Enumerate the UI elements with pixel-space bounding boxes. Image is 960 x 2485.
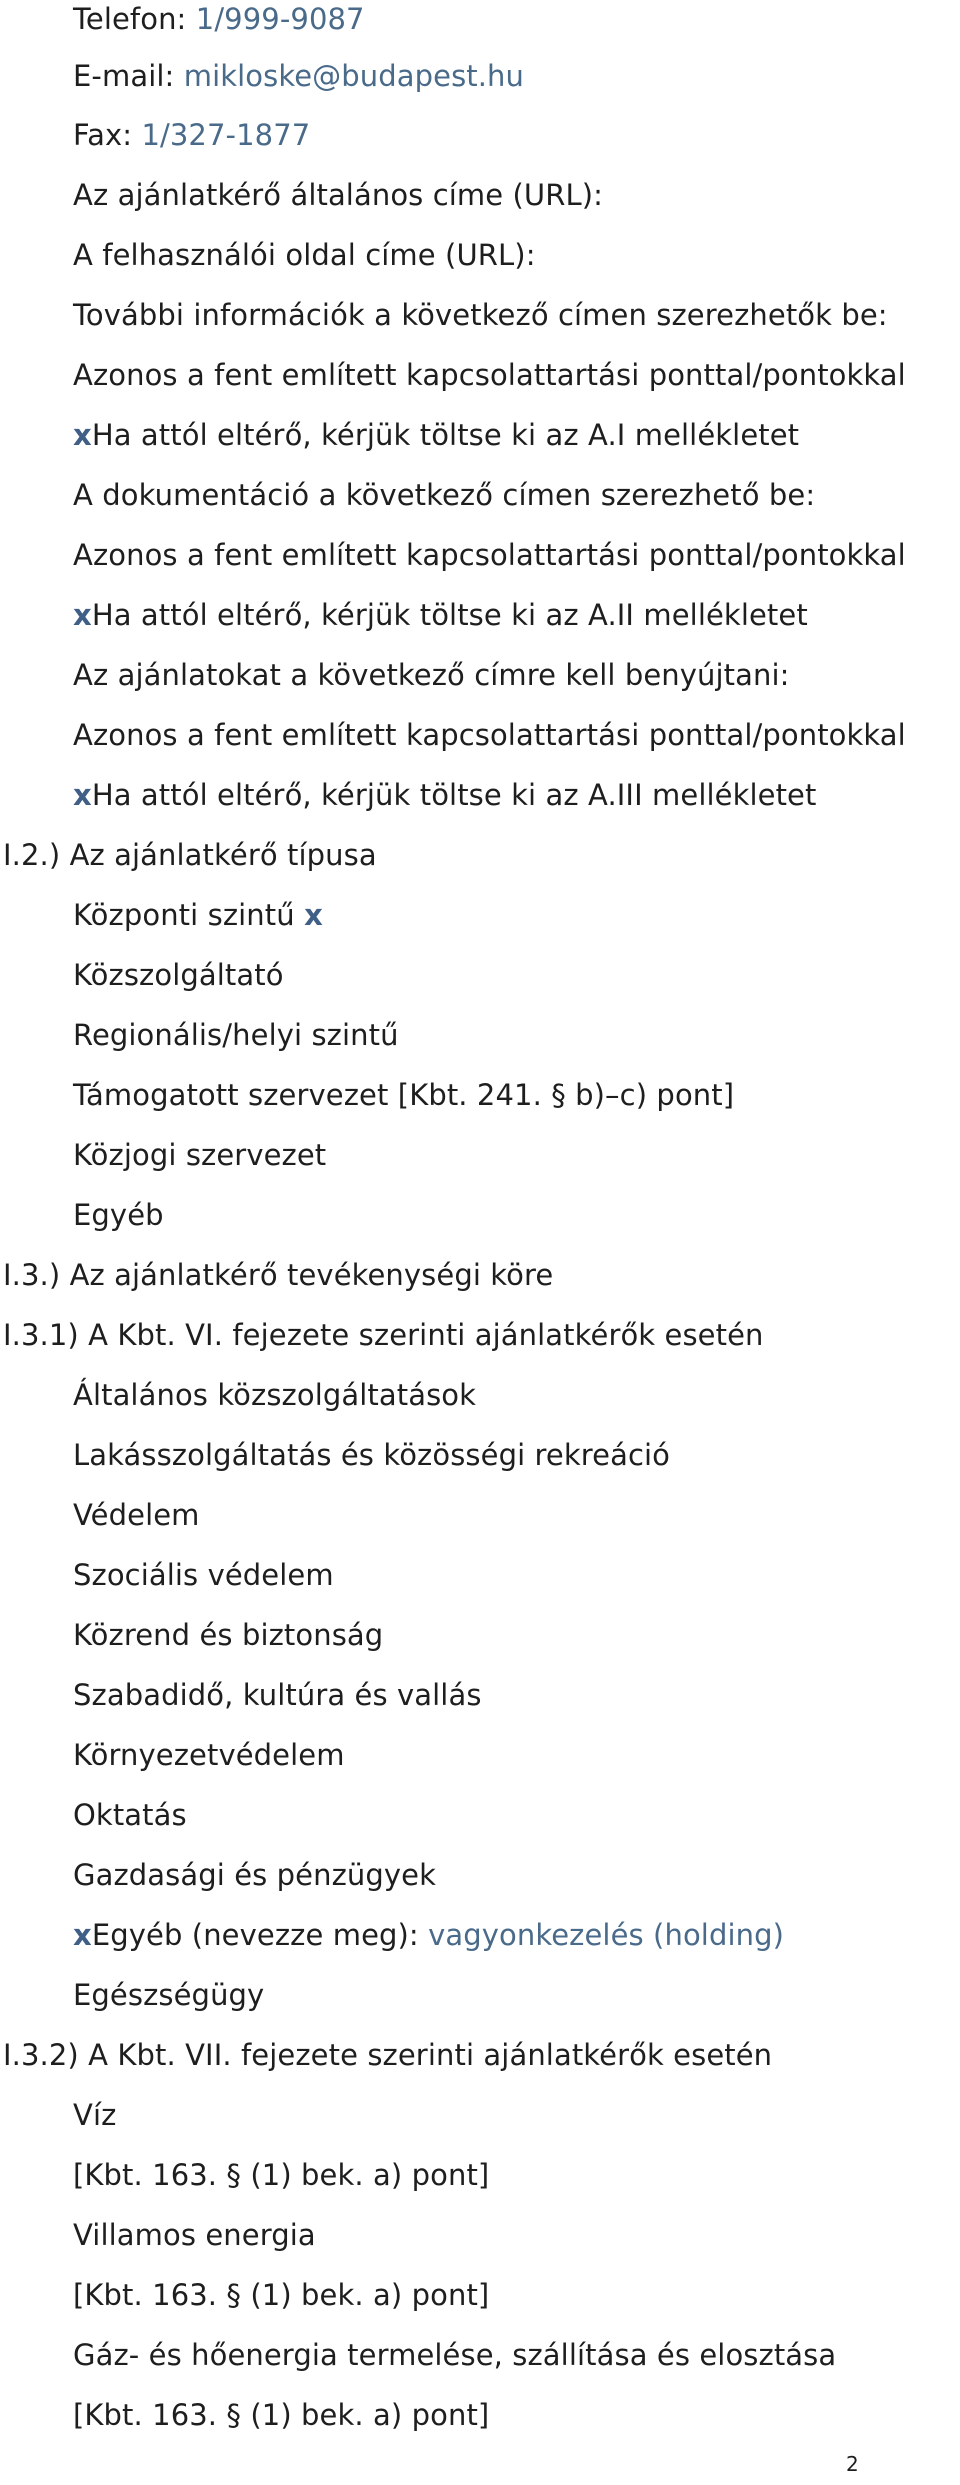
- otherwise-line-2: [73, 589, 808, 641]
- email-label: E-mail:: [73, 59, 175, 93]
- phone-label: Telefon:: [73, 2, 187, 36]
- checkbox-mark-2: x: [73, 598, 92, 632]
- otherwise-line-1: [73, 409, 799, 461]
- checkbox-mark-3: x: [73, 778, 92, 812]
- activity-item: Általános közszolgáltatások: [73, 1378, 477, 1412]
- buyer-profile-url-label: A felhasználói oldal címe (URL):: [73, 238, 536, 272]
- water-label: Víz: [73, 2098, 117, 2132]
- activity-item: Védelem: [73, 1498, 200, 1532]
- section-1-3-2-heading: I.3.2) A Kbt. VII. fejezete szerinti ajánlatkérők esetén: [3, 2038, 773, 2072]
- activity-item: Közrend és biztonság: [73, 1618, 384, 1652]
- email-value[interactable]: mikloske@budapest.hu: [183, 59, 525, 93]
- activity-item: Szociális védelem: [73, 1558, 334, 1592]
- otherwise-text-2: Ha attól eltérő, kérjük töltse ki az A.II mellékletet: [91, 598, 808, 632]
- section-1-3-heading: I.3.) Az ajánlatkérő tevékenységi köre: [3, 1258, 554, 1292]
- documentation-heading: A dokumentáció a következő címen szerezhető be:: [73, 478, 816, 512]
- activity-item: Oktatás: [73, 1798, 187, 1832]
- fax-label: Fax:: [73, 118, 133, 152]
- public-service-label: Közszolgáltató: [73, 958, 284, 992]
- further-info-heading: További információk a következő címen szerezhetők be:: [73, 298, 888, 332]
- central-label: Központi szintű: [73, 898, 295, 932]
- submission-heading: Az ajánlatokat a következő címre kell benyújtani:: [73, 658, 790, 692]
- fax-line: [73, 109, 310, 161]
- other-activity-label: Egyéb (nevezze meg):: [91, 1918, 419, 1952]
- checkbox-mark-1: x: [73, 418, 92, 452]
- activity-item: Szabadidő, kultúra és vallás: [73, 1678, 482, 1712]
- electricity-reference: [Kbt. 163. § (1) bek. a) pont]: [73, 2278, 490, 2312]
- same-as-above-3: Azonos a fent említett kapcsolattartási ponttal/pontokkal: [73, 718, 906, 752]
- central-checkbox-mark: x: [304, 898, 323, 932]
- otherwise-text-1: Ha attól eltérő, kérjük töltse ki az A.I mellékletet: [91, 418, 800, 452]
- otherwise-text-3: Ha attól eltérő, kérjük töltse ki az A.III mellékletet: [91, 778, 817, 812]
- other-activity-value: vagyonkezelés (holding): [428, 1918, 785, 1952]
- activity-item: Lakásszolgáltatás és közösségi rekreáció: [73, 1438, 671, 1472]
- water-reference: [Kbt. 163. § (1) bek. a) pont]: [73, 2158, 490, 2192]
- general-url-label: Az ajánlatkérő általános címe (URL):: [73, 178, 604, 212]
- other-type-label: Egyéb: [73, 1198, 164, 1232]
- gas-heat-label: Gáz- és hőenergia termelése, szállítása és elosztása: [73, 2338, 837, 2372]
- same-as-above-2: Azonos a fent említett kapcsolattartási ponttal/pontokkal: [73, 538, 906, 572]
- electricity-label: Villamos energia: [73, 2218, 316, 2252]
- gas-heat-reference: [Kbt. 163. § (1) bek. a) pont]: [73, 2398, 490, 2432]
- other-activity-line: [73, 1909, 784, 1961]
- section-1-2-heading: I.2.) Az ajánlatkérő típusa: [3, 838, 377, 872]
- phone-value: 1/999-9087: [195, 2, 365, 36]
- supported-org-label: Támogatott szervezet [Kbt. 241. § b)–c) pont]: [73, 1078, 735, 1112]
- same-as-above-1: Azonos a fent említett kapcsolattartási ponttal/pontokkal: [73, 358, 906, 392]
- activity-item: Gazdasági és pénzügyek: [73, 1858, 437, 1892]
- activity-item: Környezetvédelem: [73, 1738, 345, 1772]
- section-1-3-1-heading: I.3.1) A Kbt. VI. fejezete szerinti ajánlatkérők esetén: [3, 1318, 764, 1352]
- regional-label: Regionális/helyi szintű: [73, 1018, 399, 1052]
- public-law-label: Közjogi szervezet: [73, 1138, 327, 1172]
- health-label: Egészségügy: [73, 1978, 265, 2012]
- page-number: 2: [846, 2452, 859, 2476]
- phone-line: [73, 0, 365, 45]
- email-line: [73, 50, 524, 102]
- otherwise-line-3: [73, 769, 816, 821]
- other-activity-checkbox-mark: x: [73, 1918, 92, 1952]
- fax-value: 1/327-1877: [141, 118, 311, 152]
- central-line: [73, 889, 323, 941]
